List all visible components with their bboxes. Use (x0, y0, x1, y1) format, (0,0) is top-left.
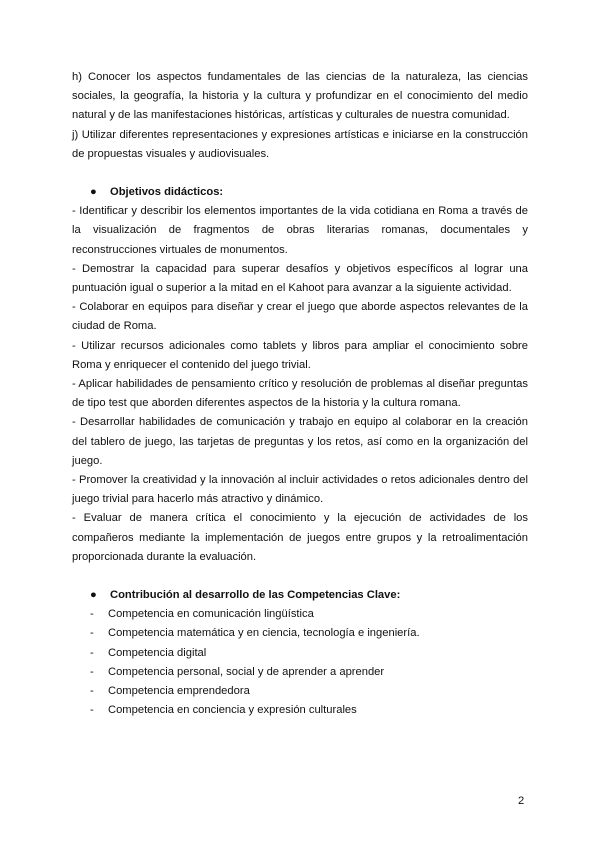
objective-item: - Promover la creatividad y la innovación al incluir actividades o retos adicionales dentro del juego trivial para hacerlo más atractivo y dinámico. (72, 474, 528, 506)
dash-icon: - (90, 646, 94, 659)
competence-label: Competencia matemática y en ciencia, tecnología e ingeniería. (108, 627, 420, 640)
intro-paragraph-h: h) Conocer los aspectos fundamentales de las ciencias de la naturaleza, las ciencias sociales, la geografía, la historia y la cultura y profundizar en el conocimiento del medio natural y de las manifestaciones históricas, artísticas y culturales de nuestra comunidad. (72, 71, 528, 122)
bullet-icon: ● (90, 589, 97, 602)
competence-item (72, 605, 528, 624)
objective-item: - Desarrollar habilidades de comunicación y trabajo en equipo al colaborar en la creación del tablero de juego, las tarjetas de preguntas y los retos, así como en la organización del juego. (72, 416, 528, 467)
competences-heading (72, 586, 528, 605)
competence-label: Competencia personal, social y de aprender a aprender (108, 665, 385, 678)
objective-item: - Demostrar la capacidad para superar desafíos y objetivos específicos al lograr una puntuación igual o superior a la mitad en el Kahoot para avanzar a la siguiente actividad. (72, 262, 528, 295)
dash-icon: - (90, 627, 94, 640)
dash-icon: - (90, 665, 94, 678)
intro-paragraph-j: j) Utilizar diferentes representaciones y expresiones artísticas e iniciarse en la construcción de propuestas visuales y audiovisuales. (72, 128, 528, 160)
page-number: 2 (518, 795, 525, 807)
objective-item: - Identificar y describir los elementos importantes de la vida cotidiana en Roma a través de la visualización de fragmentos de obras literarias romanas, documentales y reconstrucciones virtuales de monumentos. (72, 205, 528, 256)
competence-item (72, 644, 528, 663)
objectives-title: Objetivos didácticos: (110, 186, 224, 199)
competence-item (72, 682, 528, 701)
dash-icon: - (90, 685, 94, 698)
dash-icon: - (90, 608, 94, 621)
competence-label: Competencia en conciencia y expresión culturales (108, 704, 357, 717)
competences-list (72, 605, 528, 720)
competence-label: Competencia en comunicación lingüística (108, 608, 314, 621)
competence-label: Competencia emprendedora (108, 685, 250, 698)
objectives-heading (72, 183, 528, 202)
objective-item: - Evaluar de manera crítica el conocimiento y la ejecución de actividades de los compañeros mediante la implementación de juegos entre grupos y la retroalimentación proporcionada durante la evaluación. (72, 512, 528, 563)
dash-icon: - (90, 704, 94, 717)
competence-item (72, 663, 528, 682)
page-content (72, 68, 528, 721)
objectives-list (72, 202, 528, 567)
objective-item: - Colaborar en equipos para diseñar y crear el juego que aborde aspectos relevantes de la ciudad de Roma. (72, 301, 528, 333)
competences-title: Contribución al desarrollo de las Competencias Clave: (110, 589, 401, 602)
competence-item (72, 701, 528, 720)
bullet-icon: ● (90, 186, 97, 199)
competence-item (72, 624, 528, 643)
objective-item: - Utilizar recursos adicionales como tablets y libros para ampliar el conocimiento sobre Roma y enriquecer el contenido del juego trivial. (72, 339, 528, 371)
objective-item: - Aplicar habilidades de pensamiento crítico y resolución de problemas al diseñar preguntas de tipo test que aborden diferentes aspectos de la historia y la cultura romana. (72, 378, 528, 410)
competence-label: Competencia digital (108, 646, 207, 659)
